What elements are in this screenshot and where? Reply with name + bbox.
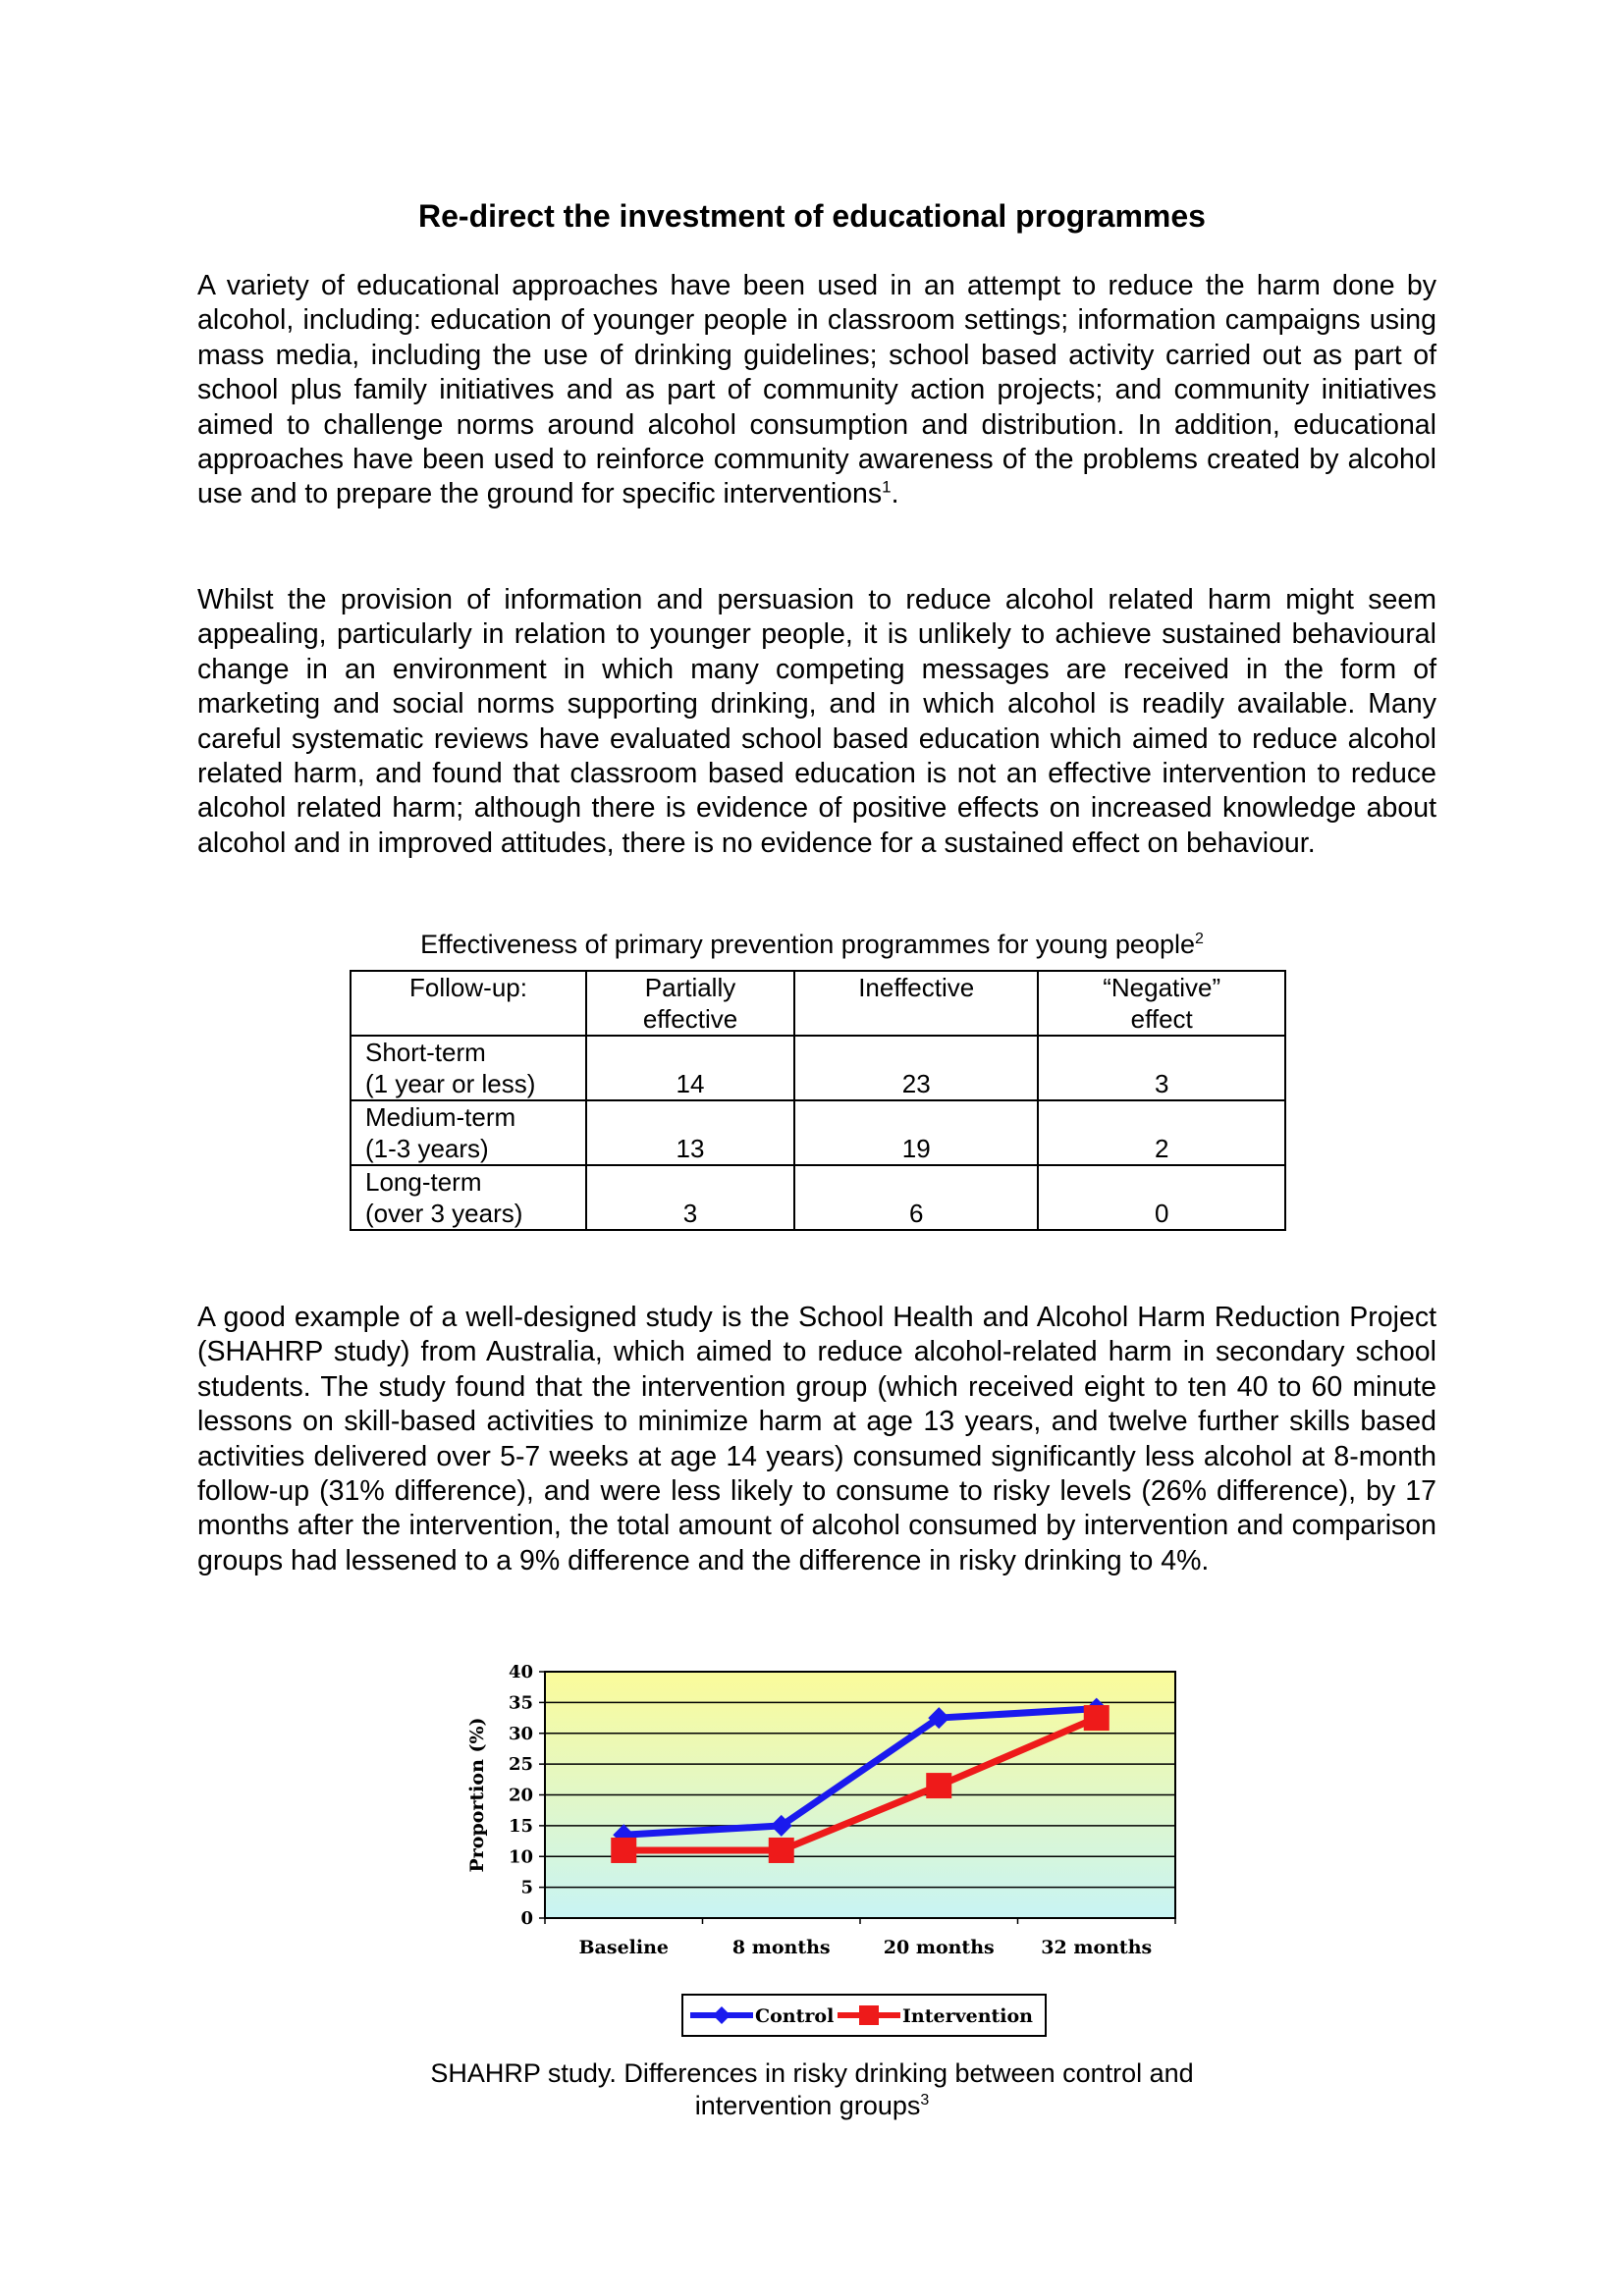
page-title: Re-direct the investment of educational programmes xyxy=(418,198,1206,234)
y-tick-label: 15 xyxy=(508,1815,533,1837)
cell-negative: 3 xyxy=(1038,1036,1285,1100)
cell-negative: 0 xyxy=(1038,1165,1285,1230)
row-label xyxy=(351,1165,586,1230)
cell-negative: 2 xyxy=(1038,1100,1285,1165)
row-label-line2: (1-3 years) xyxy=(365,1134,489,1163)
chart-caption-line2: intervention groups xyxy=(694,2091,921,2120)
cell-partial: 13 xyxy=(586,1100,794,1165)
x-tick-label: 8 months xyxy=(731,1937,831,1958)
footnote-ref-3: 3 xyxy=(920,2092,930,2109)
header-negative-line2: effect xyxy=(1130,1004,1193,1034)
header-partially-effective xyxy=(586,971,794,1036)
data-point-intervention xyxy=(859,2005,879,2025)
cell-ineffective: 23 xyxy=(794,1036,1038,1100)
footnote-ref-1: 1 xyxy=(882,477,892,497)
y-axis-label: Proportion (%) xyxy=(466,1717,488,1873)
header-partial-line1: Partially xyxy=(644,973,736,1002)
row-label-line1: Long-term xyxy=(365,1167,482,1197)
data-point-intervention xyxy=(1084,1705,1110,1731)
table-row xyxy=(351,1100,1285,1165)
row-label xyxy=(351,1036,586,1100)
y-tick-label: 5 xyxy=(520,1877,533,1898)
paragraph-intro xyxy=(197,269,1436,512)
table-row xyxy=(351,1036,1285,1100)
header-followup: Follow-up: xyxy=(351,971,586,1036)
x-tick-label: Baseline xyxy=(578,1937,669,1958)
data-point-intervention xyxy=(769,1838,794,1863)
header-negative-line1: “Negative” xyxy=(1103,973,1221,1002)
legend-label-control: Control xyxy=(755,2005,835,2027)
y-tick-label: 30 xyxy=(508,1723,533,1744)
cell-partial: 3 xyxy=(586,1165,794,1230)
table-row xyxy=(351,1165,1285,1230)
cell-ineffective: 19 xyxy=(794,1100,1038,1165)
paragraph-intro-text: A variety of educational approaches have been used in an attempt to reduce the harm done by alcohol, including: education of younger people in classroom settings; information campaigns using mass media, including the use of drinking guidelines; school based activity carried out as part of school plus family initiatives and as part of community action projects; and community initiatives aimed to challenge norms around alcohol consumption and distribution. In addition, educational approaches have been used to reinforce community awareness of the problems created by alcohol use and to prepare the ground for specific interventions xyxy=(197,270,1436,510)
y-tick-label: 10 xyxy=(508,1846,533,1868)
cell-ineffective: 6 xyxy=(794,1165,1038,1230)
legend-label-intervention: Intervention xyxy=(902,2005,1033,2027)
effectiveness-table xyxy=(350,970,1286,1231)
paragraph-education-evidence: Whilst the provision of information and persuasion to reduce alcohol related harm might seem appealing, particularly in relation to younger people, it is unlikely to achieve sustained behavioural change in an environment in which many competing messages are received in the form of marketing and social norms supporting drinking, and in which alcohol is readily available. Many careful systematic reviews have evaluated school based education which aimed to reduce alcohol related harm, and found that classroom based education is not an effective intervention to reduce alcohol related harm; although there is evidence of positive effects on increased knowledge about alcohol and in improved attitudes, there is no evidence for a sustained effect on behaviour. xyxy=(197,584,1436,859)
y-tick-label: 35 xyxy=(508,1692,533,1714)
row-label-line2: (1 year or less) xyxy=(365,1069,536,1098)
row-label xyxy=(351,1100,586,1165)
y-tick-label: 0 xyxy=(520,1908,533,1929)
table-caption xyxy=(234,928,1390,961)
row-label-line2: (over 3 years) xyxy=(365,1199,523,1228)
chart-caption xyxy=(295,2057,1329,2122)
y-tick-label: 40 xyxy=(508,1662,533,1682)
chart-caption-line1: SHAHRP study. Differences in risky drinking between control and xyxy=(430,2058,1194,2088)
x-tick-label: 20 months xyxy=(883,1937,995,1958)
x-tick-label: 32 months xyxy=(1041,1937,1153,1958)
paragraph-shahrp-study: A good example of a well-designed study is the School Health and Alcohol Harm Reduction Project (SHAHRP study) from Australia, which aimed to reduce alcohol-related harm in secondary school students. The study found that the intervention group (which received eight to ten 40 to 60 minute lessons on skill-based activities to minimize harm at age 13 years, and twelve further skills based activities delivered over 5-7 weeks at age 14 years) consumed significantly less alcohol at 8-month follow-up (31% difference), and were less likely to consume to risky levels (26% difference), by 17 months after the intervention, the total amount of alcohol consumed by intervention and comparison groups had lessened to a 9% difference and the difference in risky drinking to 4%. xyxy=(197,1302,1436,1576)
footnote-ref-2: 2 xyxy=(1195,931,1204,947)
cell-partial: 14 xyxy=(586,1036,794,1100)
paragraph-intro-end: . xyxy=(891,478,899,510)
header-negative-effect xyxy=(1038,971,1285,1036)
data-point-intervention xyxy=(611,1838,636,1863)
risky-drinking-chart xyxy=(432,1649,1198,2052)
table-caption-text: Effectiveness of primary prevention programmes for young people xyxy=(420,930,1195,959)
y-tick-label: 20 xyxy=(508,1785,533,1806)
data-point-intervention xyxy=(926,1773,951,1798)
header-partial-line2: effective xyxy=(642,1004,738,1034)
row-label-line1: Short-term xyxy=(365,1038,486,1067)
y-tick-label: 25 xyxy=(508,1754,533,1776)
row-label-line1: Medium-term xyxy=(365,1102,516,1132)
header-ineffective: Ineffective xyxy=(794,971,1038,1036)
table-header-row xyxy=(351,971,1285,1036)
